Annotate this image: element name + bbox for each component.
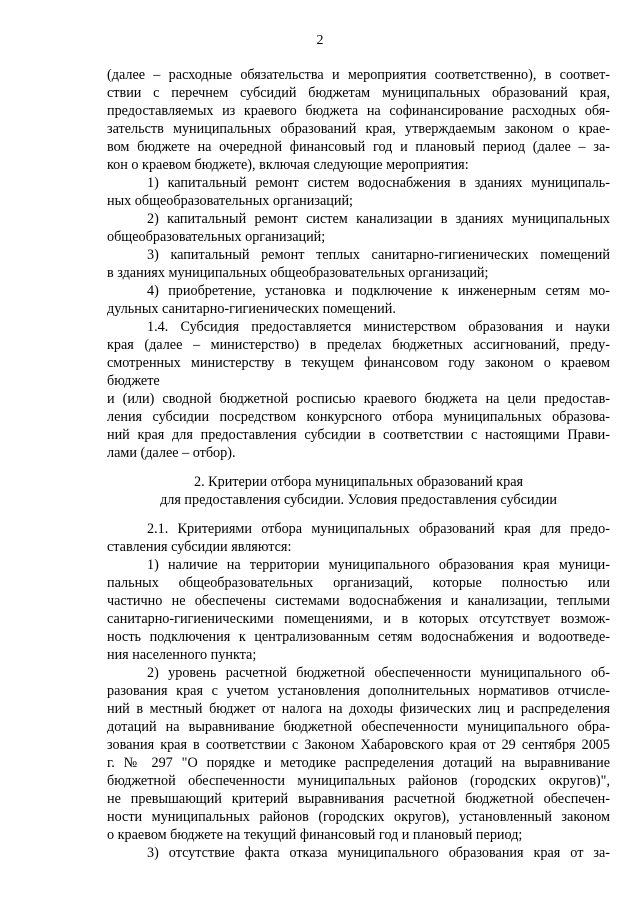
- paragraph-1-4-line: ления субсидии посредством конкурсного отбора муниципальных образова-: [107, 409, 610, 425]
- paragraph-2-1-line: 2.1. Критериями отбора муниципальных образований края для предо-: [147, 521, 610, 537]
- paragraph-1-4-line: смотренных министерству в текущем финансовом году законом о краевом: [107, 355, 610, 371]
- criterion-1-line: ния населенного пункта;: [107, 647, 257, 663]
- paragraph-1-4-line: бюджете: [107, 373, 160, 389]
- list-item-4: 4) приобретение, установка и подключение к инженерным сетям мо-: [147, 283, 610, 299]
- list-item-1: ных общеобразовательных организаций;: [107, 193, 353, 209]
- criterion-2-line: зования края в соответствии с Законом Хабаровского края от 29 сентября 2005: [107, 737, 610, 753]
- list-item-1: 1) капитальный ремонт систем водоснабжения в зданиях муниципаль-: [147, 175, 610, 191]
- list-item-3: в зданиях муниципальных общеобразовательных организаций;: [107, 265, 489, 281]
- criterion-1-line: 1) наличие на территории муниципального образования края муници-: [147, 557, 610, 573]
- intro-line: кон о краевом бюджете), включая следующие мероприятия:: [107, 157, 469, 173]
- intro-line: (далее – расходные обязательства и мероприятия соответственно), в соответ-: [107, 67, 610, 83]
- list-item-2: общеобразовательных организаций;: [107, 229, 326, 245]
- paragraph-1-4-line: края (далее – министерство) в пределах бюджетных ассигнований, преду-: [107, 337, 610, 353]
- intro-line: вом бюджете на очередной финансовый год и плановый период (далее – за-: [107, 139, 610, 155]
- intro-line: ствии с перечнем субсидий бюджетам муниципальных образований края,: [107, 85, 610, 101]
- intro-line: предоставляемых из краевого бюджета на софинансирование расходных обя-: [107, 103, 610, 119]
- paragraph-1-4-line: лами (далее – отбор).: [107, 445, 236, 461]
- paragraph-1-4-line: 1.4. Субсидия предоставляется министерством образования и науки: [147, 319, 610, 335]
- criterion-1-line: пальных общеобразовательных организаций, которые полностью или: [107, 575, 610, 591]
- list-item-3: 3) капитальный ремонт теплых санитарно-гигиенических помещений: [147, 247, 610, 263]
- paragraph-1-4-line: и (или) сводной бюджетной росписью краевого бюджета на цели предостав-: [107, 391, 610, 407]
- criterion-2-line: ности муниципальных районов (городских округов), установленный законом: [107, 809, 610, 825]
- criterion-2-line: 2) уровень расчетной бюджетной обеспеченности муниципального об-: [147, 665, 610, 681]
- page-number: 2: [316, 33, 324, 48]
- paragraph-2-1-line: ставления субсидии являются:: [107, 539, 292, 555]
- criterion-2-line: бюджетной обеспеченности муниципальных районов (городских округов)",: [107, 773, 610, 789]
- criterion-1-line: ность подключения к централизованным сетям водоснабжения и водоотведе-: [107, 629, 610, 645]
- paragraph-1-4-line: ний края для предоставления субсидии в соответствии с настоящими Прави-: [107, 427, 610, 443]
- section-heading: для предоставления субсидии. Условия предоставления субсидии: [160, 492, 557, 508]
- list-item-2: 2) капитальный ремонт систем канализации в зданиях муниципальных: [147, 211, 610, 227]
- intro-line: зательств муниципальных образований края, утверждаемым законом о крае-: [107, 121, 610, 137]
- criterion-2-line: не превышающий критерий выравнивания расчетной бюджетной обеспечен-: [107, 791, 610, 807]
- list-item-4: дульных санитарно-гигиенических помещений.: [107, 301, 396, 317]
- criterion-1-line: санитарно-гигиеническими помещениями, и в которых отсутствует возмож-: [107, 611, 610, 627]
- criterion-1-line: частично не обеспечены системами водоснабжения и канализации, теплыми: [107, 593, 610, 609]
- criterion-2-line: о краевом бюджете на текущий финансовый год и плановый период;: [107, 827, 523, 843]
- criterion-2-line: разования края с учетом установления дополнительных нормативов отчисле-: [107, 683, 610, 699]
- section-heading: 2. Критерии отбора муниципальных образований края: [193, 474, 524, 490]
- criterion-2-line: дотаций на выравнивание бюджетной обеспеченности муниципального обра-: [107, 719, 610, 735]
- criterion-3-line: 3) отсутствие факта отказа муниципального образования края от за-: [147, 845, 610, 861]
- criterion-2-line: г. № 297 "О порядке и методике распределения дотаций на выравнивание: [107, 755, 610, 771]
- criterion-2-line: ний в местный бюджет от налога на доходы физических лиц и распределения: [107, 701, 610, 717]
